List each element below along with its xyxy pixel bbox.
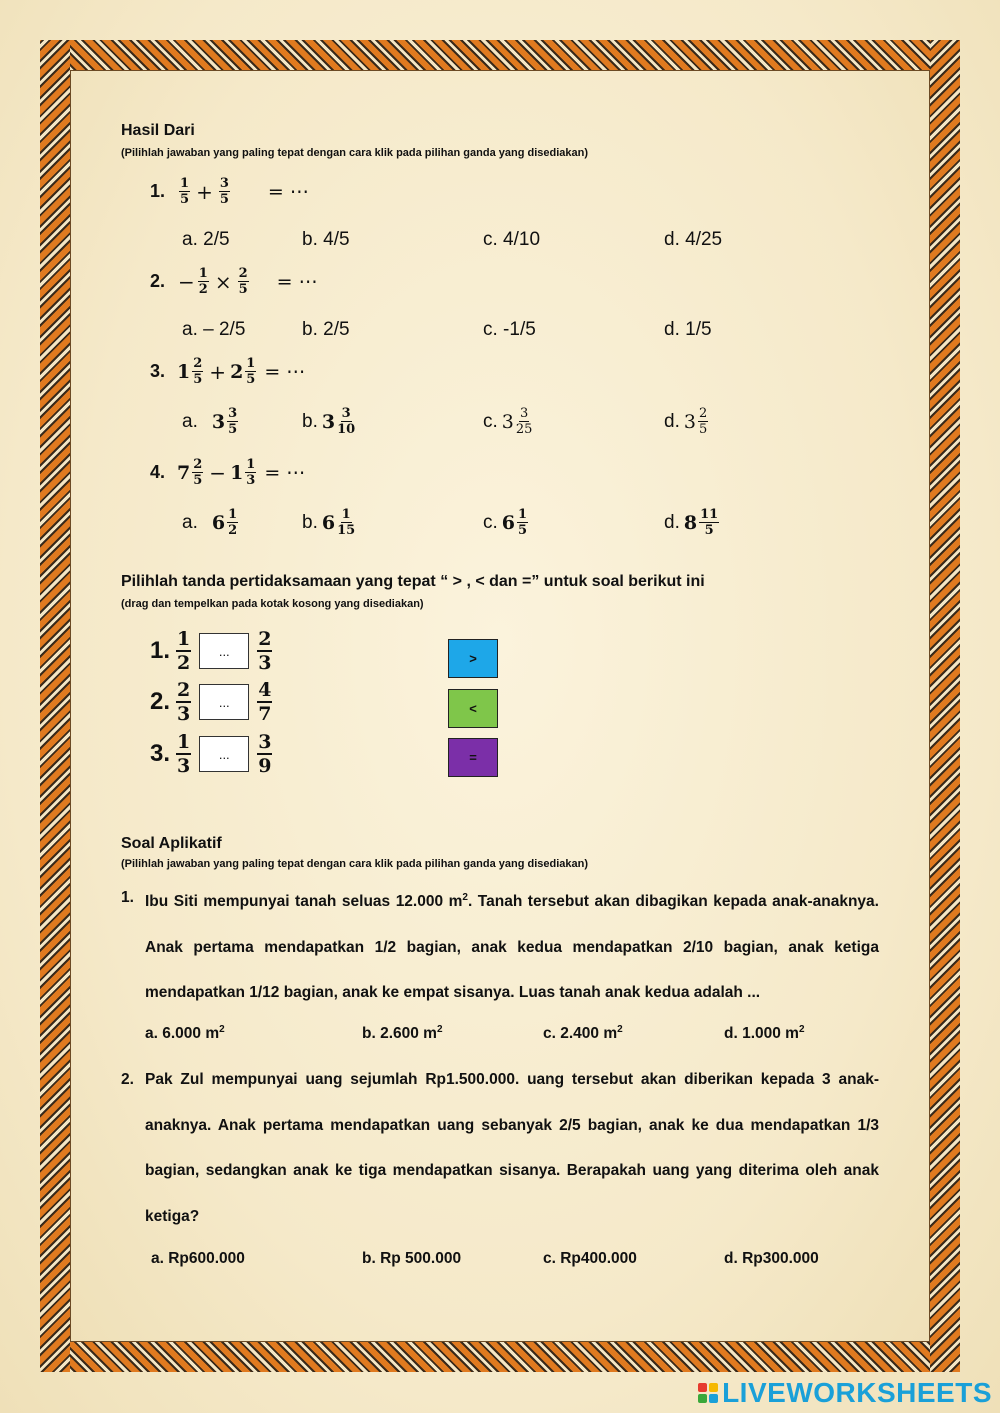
- option-app1-d[interactable]: d. 1.000 $m^2$: [724, 1024, 805, 1043]
- question-3: 3. 1 $\frac{2}{5}$ + 2 $\frac{1}{5}$ = ⋯: [150, 356, 306, 387]
- section2-title: Pilihlah tanda pertidaksamaan yang tepat “ > , < dan =” untuk soal berikut ini: [121, 573, 705, 590]
- question-number: 2.: [121, 1071, 134, 1088]
- watermark-text: LIVEWORKSHEETS: [722, 1377, 992, 1408]
- application-question-2: Pak Zul mempunyai uang sejumlah Rp1.500.000. uang tersebut akan diberikan kepada 3 anak-anaknya. Anak pertama mendapatkan uang sebanyak 2/5 bagian, anak ke dua mendapatkan 1/3 bagian, sedangkan anak ke tiga mendapatkan sisanya. Berapakah uang yang diterima oleh anak ketiga?: [145, 1071, 879, 1225]
- question-number: 2.: [150, 271, 166, 291]
- option-app2-d[interactable]: d. Rp300.000: [724, 1250, 819, 1267]
- question-number: 3.: [150, 361, 166, 381]
- option-app2-c[interactable]: c. Rp400.000: [543, 1250, 637, 1267]
- decorative-border-left: [40, 40, 70, 1372]
- liveworksheets-logo-icon: [698, 1383, 718, 1403]
- drag-tile-equal[interactable]: =: [448, 738, 498, 777]
- section1-title: Hasil Dari: [121, 122, 195, 139]
- option-2d[interactable]: d. 1/5: [664, 319, 712, 340]
- fraction: $\frac{2}{5}$: [238, 266, 248, 297]
- comparison-3: 3. $\frac{1}{3}$ ... $\frac{3}{9}$: [150, 731, 272, 777]
- option-app1-c[interactable]: c. 2.400 $m^2$: [543, 1024, 623, 1043]
- fraction: $\frac{1}{2}$: [198, 266, 208, 297]
- fraction: $\frac{3}{5}$: [219, 176, 229, 207]
- option-2b[interactable]: b. 2/5: [302, 319, 350, 340]
- option-4c[interactable]: c. 6 $\frac{1}{5}$: [483, 507, 528, 538]
- comparison-1: 1. $\frac{1}{2}$ ... $\frac{2}{3}$: [150, 628, 272, 674]
- drag-tile-greater[interactable]: >: [448, 639, 498, 678]
- option-1a[interactable]: a. 2/5: [182, 229, 230, 250]
- equals-ellipsis: = ⋯: [276, 270, 318, 293]
- option-app2-b[interactable]: b. Rp 500.000: [362, 1250, 462, 1267]
- decorative-border-right: [930, 40, 960, 1372]
- application-question-1: Ibu Siti mempunyai tanah seluas 12.000 $m^2$. Tanah tersebut akan dibagikan kepada anak-anaknya. Anak pertama mendapatkan 1/2 bagian, anak kedua mendapatkan 2/10 bagian, anak ketiga mendapatkan 1/12 bagian, anak ke empat sisanya. Luas tanah anak kedua adalah ...: [145, 892, 879, 1002]
- equals-ellipsis: = ⋯: [267, 180, 309, 203]
- section3-title: Soal Aplikatif: [121, 835, 222, 852]
- drop-box-1[interactable]: ...: [199, 633, 249, 669]
- option-app1-a[interactable]: a. 6.000 $m^2$: [145, 1024, 225, 1043]
- decorative-border-top: [40, 40, 960, 70]
- question-number: 1.: [150, 181, 166, 201]
- drag-tile-less[interactable]: <: [448, 689, 498, 728]
- option-app1-b[interactable]: b. 2.600 $m^2$: [362, 1024, 443, 1043]
- section1-note: (Pilihlah jawaban yang paling tepat dengan cara klik pada pilihan ganda yang disediakan): [121, 147, 589, 159]
- option-app2-a[interactable]: a. Rp600.000: [151, 1250, 245, 1267]
- equals-ellipsis: = ⋯: [264, 360, 306, 383]
- question-number: 4.: [150, 462, 166, 482]
- drop-box-2[interactable]: ...: [199, 684, 249, 720]
- option-1c[interactable]: c. 4/10: [483, 229, 541, 250]
- section3-note: (Pilihlah jawaban yang paling tepat dengan cara klik pada pilihan ganda yang disediakan): [121, 858, 589, 870]
- option-3a[interactable]: a. 3 $\frac{3}{5}$: [182, 406, 238, 437]
- option-3c[interactable]: c. 3 $\frac{3}{25}$: [483, 406, 533, 437]
- option-2a[interactable]: a. – 2/5: [182, 319, 246, 340]
- option-2c[interactable]: c. -1/5: [483, 319, 536, 340]
- option-1d[interactable]: d. 4/25: [664, 229, 723, 250]
- option-3d[interactable]: d. 3 $\frac{2}{5}$: [664, 406, 708, 437]
- question-4: 4. 7 $\frac{2}{5}$ − 1 $\frac{1}{3}$ = ⋯: [150, 457, 306, 488]
- question-2: 2. − $\frac{1}{2}$ × $\frac{2}{5}$ = ⋯: [150, 266, 318, 297]
- section2-note: (drag dan tempelkan pada kotak kosong yang disediakan): [121, 598, 424, 610]
- question-number: 1.: [121, 889, 134, 906]
- decorative-border-bottom: [40, 1342, 960, 1372]
- option-4d[interactable]: d. 8 $\frac{11}{5}$: [664, 507, 719, 538]
- question-1: 1. $\frac{1}{5}$ + $\frac{3}{5}$ = ⋯: [150, 176, 309, 207]
- option-1b[interactable]: b. 4/5: [302, 229, 350, 250]
- option-3b[interactable]: b. 3 $\frac{3}{10}$: [302, 406, 356, 437]
- fraction: $\frac{1}{5}$: [180, 176, 190, 207]
- option-4b[interactable]: b. 6 $\frac{1}{15}$: [302, 507, 356, 538]
- option-4a[interactable]: a. 6 $\frac{1}{2}$: [182, 507, 238, 538]
- liveworksheets-watermark: [698, 1377, 992, 1409]
- drop-box-3[interactable]: ...: [199, 736, 249, 772]
- equals-ellipsis: = ⋯: [264, 461, 306, 484]
- comparison-2: 2. $\frac{2}{3}$ ... $\frac{4}{7}$: [150, 679, 272, 725]
